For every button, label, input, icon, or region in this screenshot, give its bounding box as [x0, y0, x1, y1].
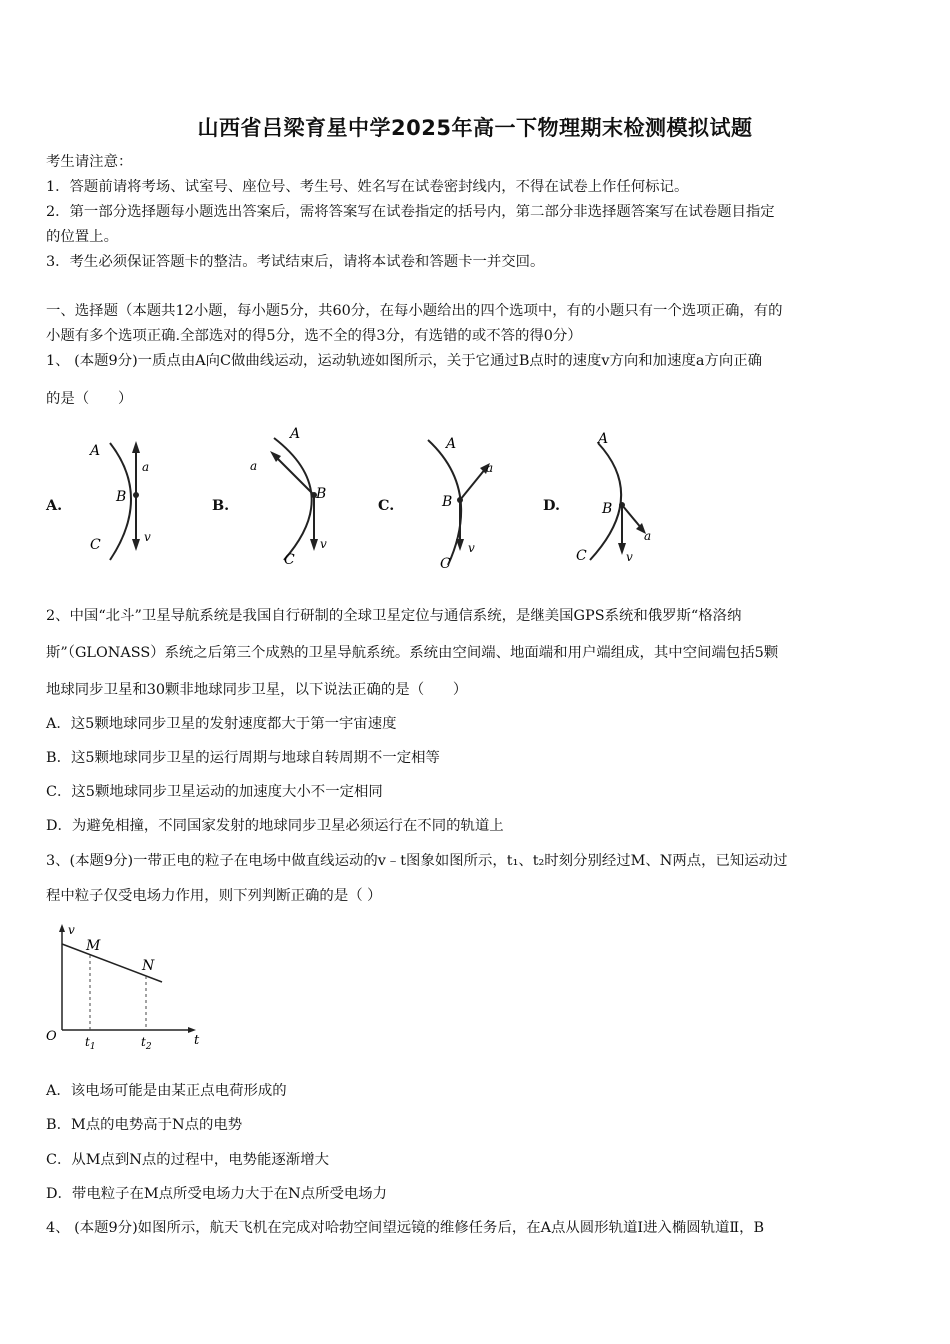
q1a-label-a: a — [142, 460, 150, 474]
q2-option-c: C．这5颗地球同步卫星运动的加速度大小不一定相同 — [46, 784, 383, 800]
q3-option-d: D．带电粒子在M点所受电场力大于在N点所受电场力 — [46, 1186, 388, 1202]
question-2-stem: 斯”（GLONASS）系统之后第三个成熟的卫星导航系统。系统由空间端、地面端和用户端组成，其中空间端包括5颗 — [46, 645, 779, 661]
q3-axis-t: t — [194, 1033, 200, 1048]
q3-origin: O — [46, 1029, 57, 1044]
q1b-label-B: B — [316, 486, 327, 502]
q1c-label-A: A — [446, 436, 457, 452]
q2-option-a: A．这5颗地球同步卫星的发射速度都大于第一宇宙速度 — [46, 716, 397, 732]
q1c-label-v: v — [468, 541, 475, 555]
notice-item: 1．答题前请将考场、试室号、座位号、考生号、姓名写在试卷密封线内，不得在试卷上作任何标记。 — [46, 179, 689, 195]
q3-option-b: B．M点的电势高于N点的电势 — [46, 1117, 243, 1133]
section-heading: 一、选择题（本题共12小题，每小题5分，共60分，在每小题给出的四个选项中，有的小题只有一个选项正确，有的 — [46, 303, 783, 319]
q1d-label-a: a — [644, 529, 652, 543]
q1b-label-A: A — [290, 426, 301, 442]
q1a-label-v: v — [144, 530, 151, 544]
q3-tick-t1: $t_1$ — [85, 1035, 96, 1052]
q1-figure-a — [80, 425, 170, 575]
question-3-stem: 程中粒子仅受电场力作用，则下列判断正确的是（ ） — [46, 888, 382, 904]
q1a-label-B: B — [116, 489, 127, 505]
question-2-stem: 地球同步卫星和30颗非地球同步卫星，以下说法正确的是（ ） — [46, 682, 468, 698]
notice-heading: 考生请注意： — [46, 154, 133, 170]
q1c-label-a: a — [486, 461, 494, 475]
q2-option-d: D．为避免相撞，不同国家发射的地球同步卫星必须运行在不同的轨道上 — [46, 818, 504, 834]
q1d-label-B: B — [602, 501, 613, 517]
q3-point-M: M — [86, 938, 101, 954]
question-4-stem: 4、 (本题9分)如图所示，航天飞机在完成对哈勃空间望远镜的维修任务后，在A点从圆形轨道Ⅰ进入椭圆轨道Ⅱ，B — [46, 1220, 765, 1236]
q1-option-d-label: D. — [543, 497, 560, 514]
q3-point-N: N — [142, 958, 155, 974]
question-1-stem: 的是（ ） — [46, 391, 133, 407]
q1-option-b-label: B. — [212, 497, 230, 514]
q1b-label-C: C — [284, 552, 295, 568]
q1d-label-v: v — [626, 550, 633, 564]
section-heading: 小题有多个选项正确.全部选对的得5分，选不全的得3分，有选错的或不答的得0分） — [46, 328, 582, 344]
q1b-label-a: a — [250, 459, 258, 473]
q1b-label-v: v — [320, 537, 327, 551]
question-1-stem: 1、 (本题9分)一质点由A向C做曲线运动，运动轨迹如图所示，关于它通过B点时的速度v方向和加速度a方向正确 — [46, 353, 762, 369]
q3-option-c: C．从M点到N点的过程中，电势能逐渐增大 — [46, 1152, 329, 1168]
q3-vt-graph — [40, 918, 210, 1058]
q2-option-b: B．这5颗地球同步卫星的运行周期与地球自转周期不一定相等 — [46, 750, 440, 766]
question-2-stem: 2、中国“北斗”卫星导航系统是我国自行研制的全球卫星定位与通信系统，是继美国GPS系统和俄罗斯“格洛纳 — [46, 608, 742, 624]
q1-option-c-label: C. — [378, 497, 395, 514]
q3-option-a: A．该电场可能是由某正点电荷形成的 — [46, 1083, 287, 1099]
q1-figure-c — [410, 430, 510, 575]
q1d-label-C: C — [576, 548, 587, 564]
question-3-stem: 3、(本题9分)一带正电的粒子在电场中做直线运动的v﹣t图象如图所示，t₁、t₂时刻分别经过M、N两点，已知运动过 — [46, 853, 788, 869]
notice-item: 的位置上。 — [46, 229, 118, 245]
q1a-label-C: C — [90, 537, 101, 553]
q1c-label-C: C — [440, 556, 451, 572]
q1c-label-B: B — [442, 494, 453, 510]
notice-item: 2．第一部分选择题每小题选出答案后，需将答案写在试卷指定的括号内，第二部分非选择题答案写在试卷题目指定 — [46, 204, 775, 220]
notice-item: 3．考生必须保证答题卡的整洁。考试结束后，请将本试卷和答题卡一并交回。 — [46, 254, 545, 270]
q1a-label-A: A — [90, 443, 101, 459]
q1-figure-b — [244, 420, 344, 575]
page-title: 山西省吕梁育星中学2025年高一下物理期末检测模拟试题 — [197, 116, 753, 140]
q3-tick-t2: $t_2$ — [141, 1035, 152, 1052]
q1-option-a-label: A. — [46, 497, 63, 514]
q3-axis-v: v — [68, 923, 75, 937]
q1d-label-A: A — [598, 431, 609, 447]
q1-figure-d — [570, 425, 670, 575]
